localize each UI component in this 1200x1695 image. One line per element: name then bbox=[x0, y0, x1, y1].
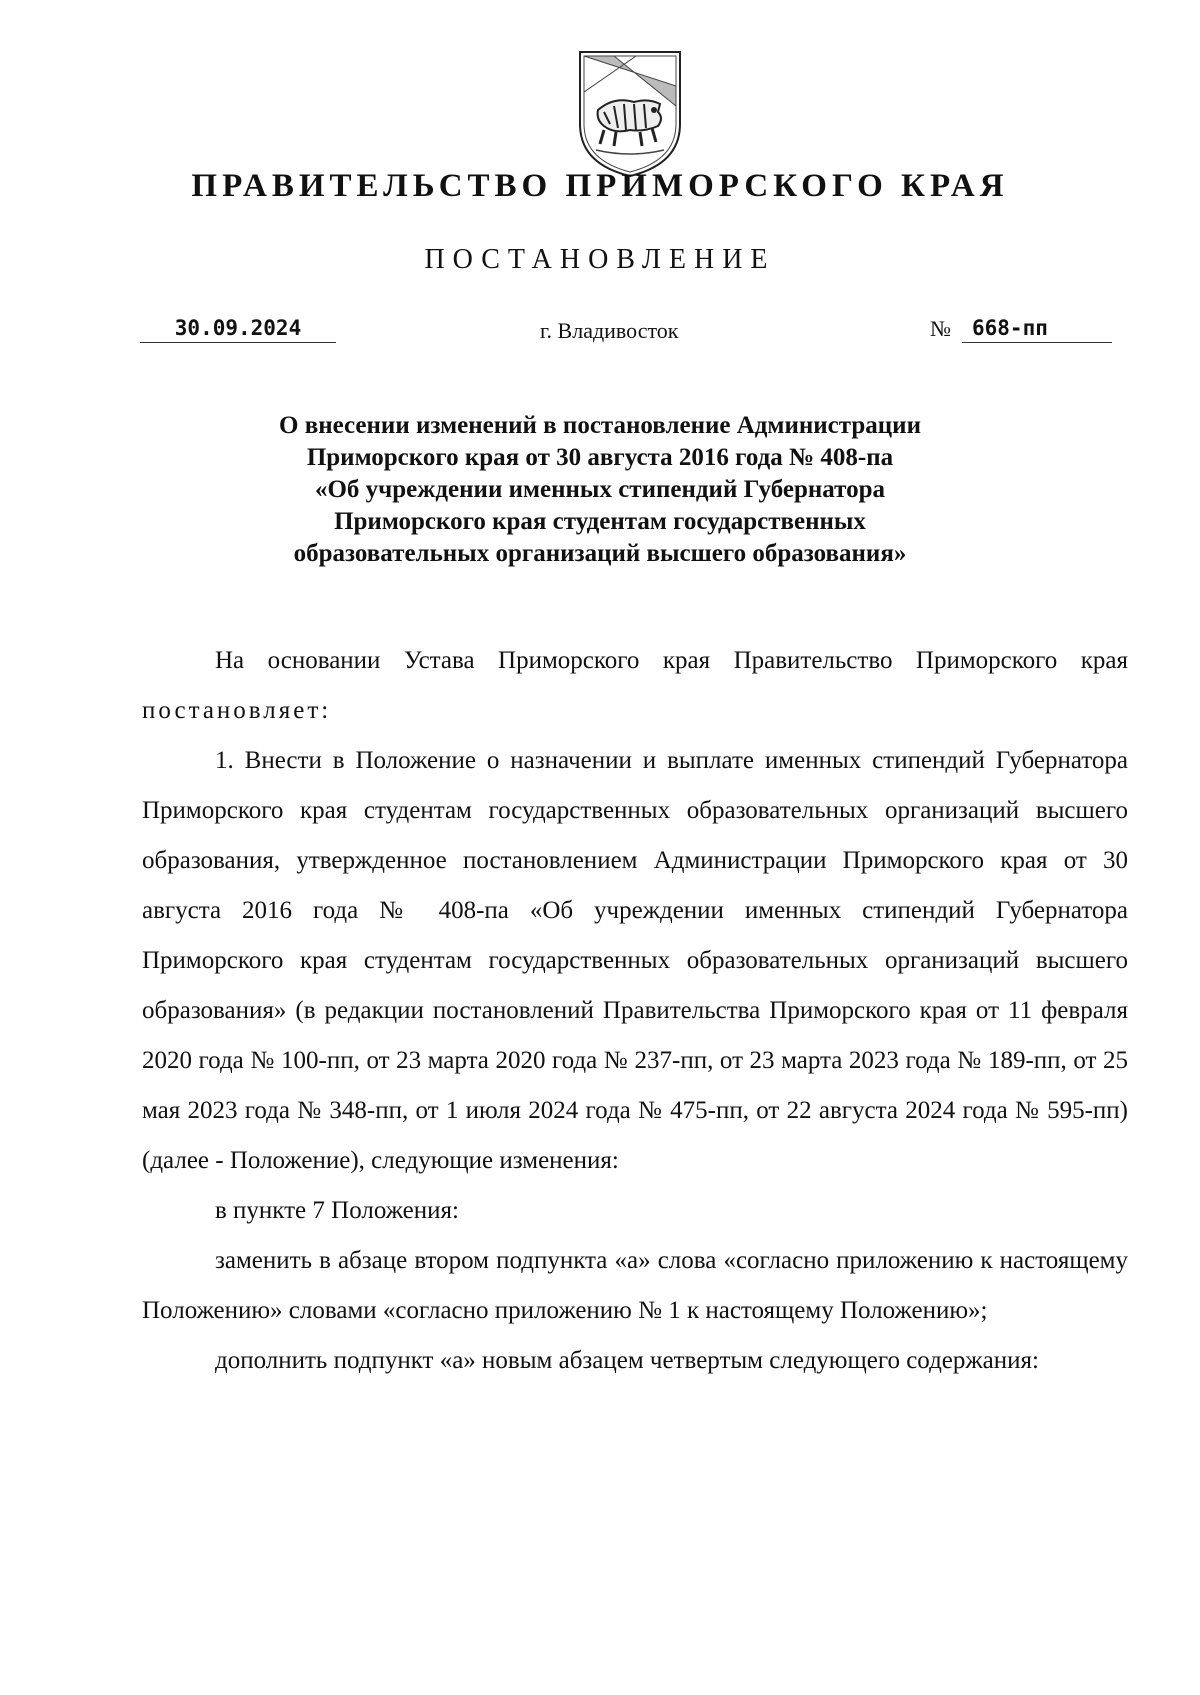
decree-word: постановляет: bbox=[142, 697, 332, 724]
body-paragraph: в пункте 7 Положения: bbox=[215, 1197, 459, 1224]
document-body bbox=[142, 636, 1128, 1386]
government-name: ПРАВИТЕЛЬСТВО ПРИМОРСКОГО КРАЯ bbox=[191, 168, 1009, 204]
document-number: 668-пп bbox=[962, 316, 1112, 343]
document-title bbox=[200, 410, 1000, 570]
body-paragraph: заменить в абзаце втором подпункта «а» слова «согласно приложению к настоящему Положению» словами «согласно приложению № 1 к настоящему Положению»; bbox=[142, 1247, 1128, 1324]
title-line: Приморского края студентам государственных bbox=[334, 508, 866, 535]
body-paragraph bbox=[142, 636, 1128, 736]
coat-of-arms-icon bbox=[574, 46, 686, 182]
title-line: О внесении изменений в постановление Администрации bbox=[279, 412, 921, 439]
title-line: Приморского края от 30 августа 2016 года № 408-па bbox=[306, 444, 894, 471]
title-line: «Об учреждении именных стипендий Губернатора bbox=[314, 476, 886, 503]
document-city: г. Владивосток bbox=[540, 318, 679, 343]
document-date: 30.09.2024 bbox=[140, 316, 336, 343]
paragraph-text: На основании Устава Приморского края Правительство Приморского края bbox=[215, 647, 1128, 674]
number-sign: № bbox=[930, 316, 951, 341]
body-paragraph: 1. Внести в Положение о назначении и выплате именных стипендий Губернатора Приморского края студентам государственных образовательных организаций высшего образования, утвержденное постановлением Администрации Приморского края от 30 августа 2016 года № 408-па «Об учреждении именных стипендий Губернатора Приморского края студентам государственных образовательных организаций высшего образования» (в редакции постановлений Правительства Приморского края от 11 февраля 2020 года № 100-пп, от 23 марта 2020 года № 237-пп, от 23 марта 2023 года № 189-пп, от 25 мая 2023 года № 348-пп, от 1 июля 2024 года № 475-пп, от 22 августа 2024 года № 595-пп) (далее - Положение), следующие изменения: bbox=[142, 747, 1128, 1174]
title-line: образовательных организаций высшего образования» bbox=[293, 540, 907, 567]
body-paragraph: дополнить подпункт «а» новым абзацем четвертым следующего содержания: bbox=[215, 1347, 1039, 1374]
document-type: ПОСТАНОВЛЕНИЕ bbox=[424, 244, 776, 275]
